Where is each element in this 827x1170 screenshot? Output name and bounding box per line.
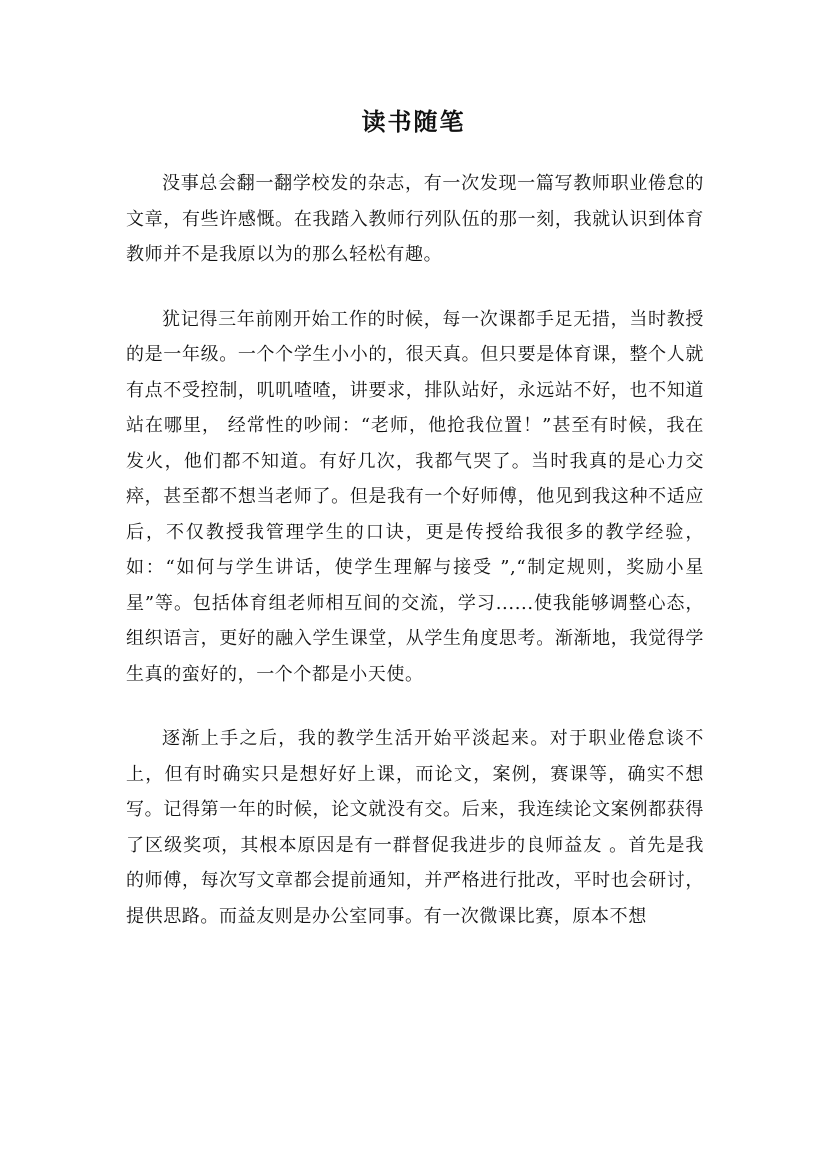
paragraph-2: 犹记得三年前刚开始工作的时候，每一次课都手足无措，当时教授的是一年级。一个个学生小小的，很天真。但只要是体育课，整个人就有点不受控制，叽叽喳喳，讲要求，排队站好，永远站不好，也不知道站在哪里， 经常性的吵闹：“老师，他抢我位置！”甚至有时候，我在发火，他们都不知道。有好几次，我都气哭了。当时我真的是心力交瘁，甚至都不想当老师了。但是我有一个好师傅，他见到我这种不适应后，不仅教授我管理学生的口诀，更是传授给我很多的教学经验，如：“如何与学生讲话，使学生理解与接受 ”,“制定规则，奖励小星星”等。包括体育组老师相互间的交流，学习......使我能够调整心态，组织语言，更好的融入学生课堂，从学生角度思考。渐渐地，我觉得学生真的蛮好的，一个个都是小天使。 bbox=[126, 308, 704, 685]
paragraph-1: 没事总会翻一翻学校发的杂志，有一次发现一篇写教师职业倦怠的文章，有些许感慨。在我踏入教师行列队伍的那一刻，我就认识到体育教师并不是我原以为的那么轻松有趣。 bbox=[126, 173, 704, 265]
document-title: 读书随笔 bbox=[361, 107, 466, 136]
document-body bbox=[126, 166, 704, 963]
paragraph-3: 逐渐上手之后，我的教学生活开始平淡起来。对于职业倦怠谈不上，但有时确实只是想好好上课，而论文，案例，赛课等，确实不想写。记得第一年的时候，论文就没有交。后来，我连续论文案例都获得了区级奖项，其根本原因是有一群督促我进步的良师益友 。首先是我的师傅，每次写文章都会提前通知，并严格进行批改，平时也会研讨，提供思路。而益友则是办公室同事。有一次微课比赛，原本不想 bbox=[126, 728, 704, 927]
